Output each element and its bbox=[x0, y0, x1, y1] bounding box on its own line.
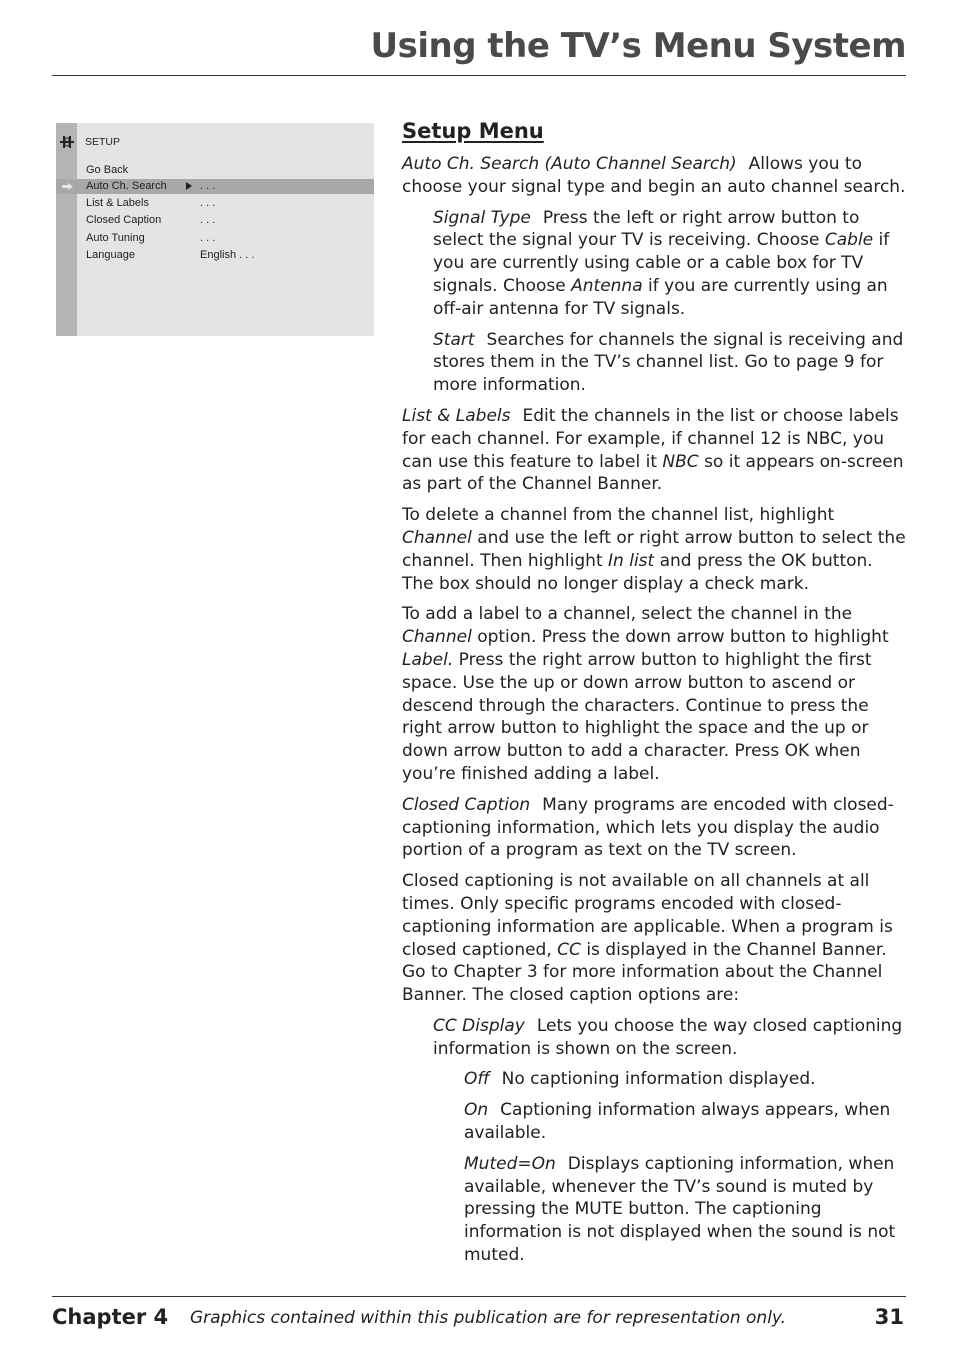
text: Press the left or right arrow button to select the signal your TV is receiving. Choose bbox=[433, 207, 860, 251]
term: On bbox=[464, 1100, 489, 1121]
list-labels-paragraph bbox=[402, 405, 908, 496]
page-title: Using the TV’s Menu System bbox=[370, 26, 906, 66]
emphasis: Channel bbox=[402, 627, 472, 648]
term: Auto Ch. Search (Auto Channel Search) bbox=[402, 154, 737, 174]
emphasis: CC bbox=[557, 939, 581, 960]
text: Edit the channels in the list or choose labels for each channel. For example, if channel 12 is NBC, you can use this feature to label it bbox=[402, 405, 899, 472]
start-paragraph bbox=[433, 329, 908, 397]
menu-item-list-labels[interactable] bbox=[56, 196, 374, 211]
term: Muted=On bbox=[464, 1153, 556, 1174]
submenu-arrow-icon bbox=[186, 182, 192, 190]
emphasis: Antenna bbox=[571, 275, 643, 296]
header-rule bbox=[52, 75, 906, 76]
description: Displays captioning information, when available, whenever the TV’s sound is muted by pressing the MUTE button. The captioning information is not displayed when the sound is not muted. bbox=[464, 1153, 896, 1266]
cc-display-paragraph bbox=[433, 1015, 908, 1061]
menu-item-value: . . . bbox=[200, 232, 216, 244]
footer-rule bbox=[52, 1296, 906, 1297]
menu-item-label: Language bbox=[86, 249, 135, 261]
menu-item-language[interactable] bbox=[56, 248, 374, 263]
page-number: 31 bbox=[874, 1305, 904, 1329]
term: CC Display bbox=[433, 1015, 525, 1036]
emphasis: Channel bbox=[402, 527, 472, 548]
menu-item-auto-ch-search[interactable] bbox=[56, 179, 374, 194]
term: List & Labels bbox=[402, 405, 511, 426]
text: is displayed in the Channel Banner. Go to Chapter 3 for more information about the Channel Banner. The closed caption options are: bbox=[402, 939, 887, 1006]
text: and use the left or right arrow button to select the channel. Then highlight bbox=[402, 527, 906, 571]
auto-search-paragraph bbox=[402, 153, 908, 199]
term: Start bbox=[433, 329, 475, 350]
menu-item-label: Closed Caption bbox=[86, 214, 162, 226]
menu-item-closed-caption[interactable] bbox=[56, 213, 374, 228]
setup-menu-screenshot bbox=[56, 123, 374, 336]
text: Closed captioning is not available on all channels at all times. Only specific programs encoded with closed-captioning information are applicable. When a program is closed captioned, bbox=[402, 871, 893, 960]
delete-channel-paragraph bbox=[402, 504, 908, 595]
term: Off bbox=[464, 1069, 490, 1090]
text: To delete a channel from the channel list, highlight bbox=[402, 505, 835, 526]
emphasis: NBC bbox=[662, 451, 699, 472]
description: Allows you to choose your signal type and begin an auto channel search. bbox=[402, 154, 906, 197]
menu-item-label: Auto Tuning bbox=[86, 232, 145, 244]
setup-icon bbox=[60, 135, 74, 149]
closed-caption-paragraph bbox=[402, 794, 908, 862]
footer-disclaimer: Graphics contained within this publication are for representation only. bbox=[190, 1308, 787, 1328]
cc-on-paragraph bbox=[464, 1099, 908, 1145]
menu-item-label: Auto Ch. Search bbox=[86, 180, 167, 192]
description: Many programs are encoded with closed-captioning information, which lets you display the audio portion of a program as text on the TV screen. bbox=[402, 794, 894, 861]
term: Signal Type bbox=[433, 207, 531, 228]
description: Searches for channels the signal is receiving and stores them in the TV’s channel list. Go to page 9 for more information. bbox=[433, 329, 904, 396]
emphasis: Label. bbox=[402, 649, 454, 670]
menu-item-value: . . . bbox=[200, 197, 216, 209]
menu-item-label: Go Back bbox=[86, 164, 129, 176]
menu-item-go-back[interactable] bbox=[56, 163, 374, 178]
text: if you are currently using an off-air antenna for TV signals. bbox=[433, 275, 888, 319]
menu-item-auto-tuning[interactable] bbox=[56, 231, 374, 246]
description: No captioning information displayed. bbox=[501, 1069, 816, 1090]
text: if you are currently using cable or a cable box for TV signals. Choose bbox=[433, 230, 890, 296]
menu-item-label: List & Labels bbox=[86, 197, 149, 209]
term: Closed Caption bbox=[402, 794, 531, 815]
text: To add a label to a channel, select the channel in the bbox=[402, 604, 853, 625]
description: Captioning information always appears, when available. bbox=[464, 1100, 891, 1144]
add-label-paragraph bbox=[402, 603, 908, 785]
menu-item-value: . . . bbox=[200, 214, 216, 226]
text: so it appears on-screen as part of the Channel Banner. bbox=[402, 451, 904, 495]
setup-menu-section bbox=[402, 117, 908, 1275]
text: Press the right arrow button to highlight the first space. Use the up or down arrow button to ascend or descend through the characters. Continue to press the right arrow button to highlight the space and the up or down arrow button to add a character. Press OK when you’re finished adding a label. bbox=[402, 649, 872, 784]
signal-type-paragraph bbox=[433, 207, 908, 321]
section-heading: Setup Menu bbox=[402, 119, 544, 143]
description: Lets you choose the way closed captioning information is shown on the screen. bbox=[433, 1015, 903, 1059]
cc-muted-on-paragraph bbox=[464, 1153, 908, 1267]
chapter-label: Chapter 4 bbox=[52, 1305, 169, 1329]
menu-side-strip bbox=[56, 123, 77, 336]
menu-item-value: English . . . bbox=[200, 249, 255, 261]
menu-title: SETUP bbox=[85, 136, 121, 148]
menu-item-value: . . . bbox=[200, 180, 216, 192]
emphasis: Cable bbox=[824, 230, 874, 251]
text: option. Press the down arrow button to highlight bbox=[471, 627, 889, 648]
cc-off-paragraph bbox=[464, 1068, 908, 1091]
text: and press the OK button. The box should no longer display a check mark. bbox=[402, 550, 873, 594]
selection-arrow-icon bbox=[62, 183, 73, 190]
emphasis: In list bbox=[608, 550, 655, 571]
cc-availability-paragraph bbox=[402, 870, 908, 1007]
